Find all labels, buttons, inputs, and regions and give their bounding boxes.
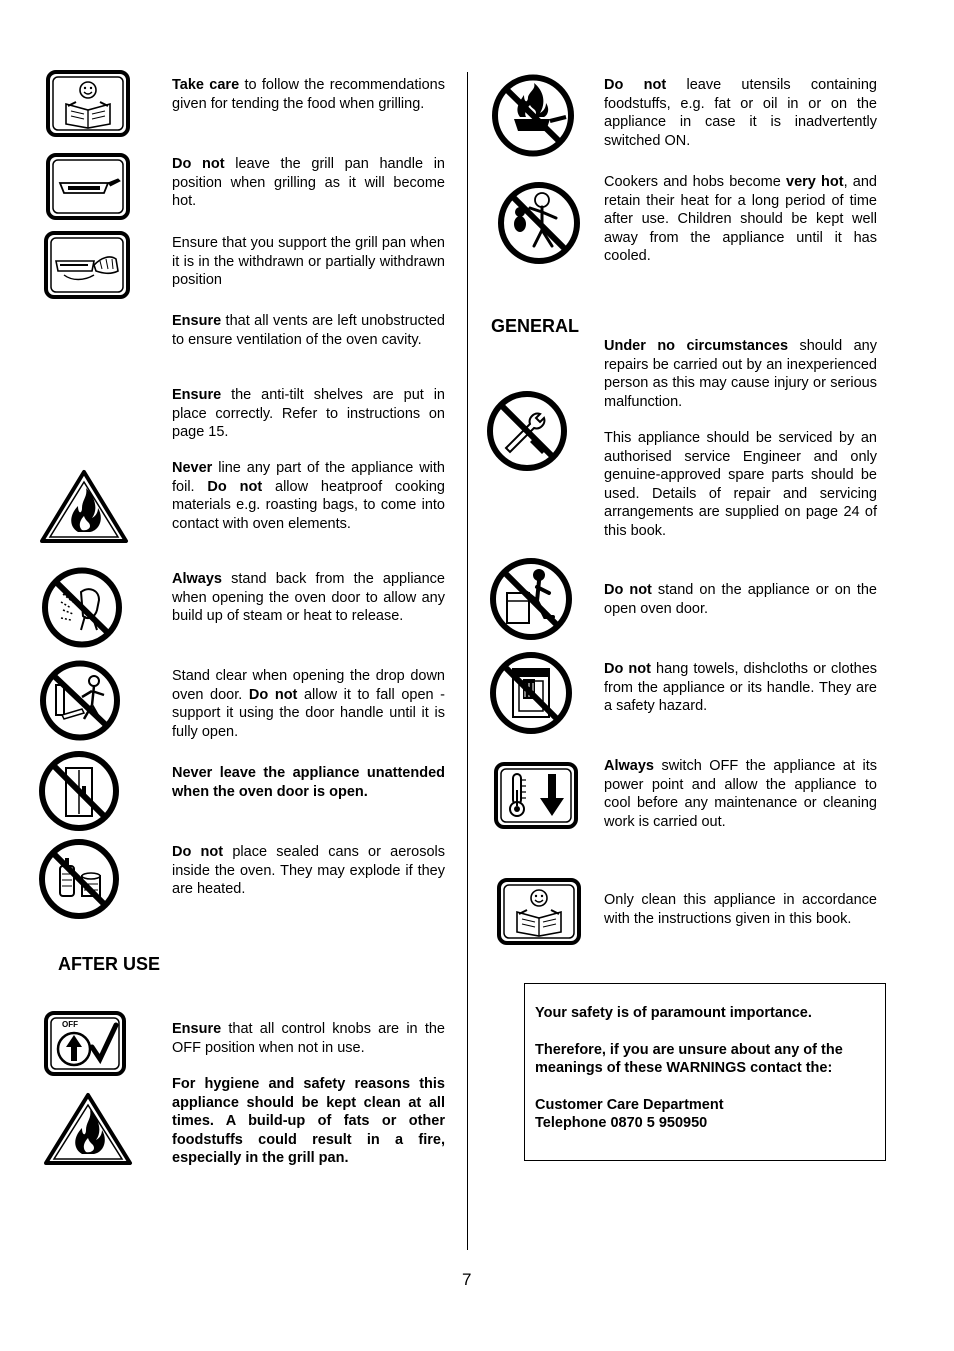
sealed-cans-text: Do not place sealed cans or aerosols inside the oven. They may explode if they are heated. [172, 844, 445, 897]
cool-down-thermometer-icon [494, 762, 578, 829]
servicing-text: This appliance should be serviced by an authorised service Engineer and only genuine-approved spare parts should be used. Details of repair and servicing arrangements are supplied on page 24 of this book. [604, 430, 877, 539]
grill-care-text: Take care to follow the recommendations given for tending the food when grilling. [172, 77, 446, 112]
column-divider [467, 72, 468, 1250]
vents-text: Ensure that all vents are left unobstructed to ensure ventilation of the oven cavity. [172, 313, 445, 348]
page-number: 7 [462, 1270, 472, 1289]
fire-warning-triangle-icon [38, 468, 130, 545]
towels-text: Do not hang towels, dishcloths or clothes from the appliance or its handle. They are a safety hazard. [604, 661, 878, 714]
off-knob-icon [44, 1011, 126, 1076]
door-open-text: Stand clear when opening the drop down oven door. Do not allow it to fall open - support it using the door handle until it is fully open. [172, 668, 446, 740]
no-repair-tools-icon [486, 390, 568, 472]
cleaning-instructions-text: Only clean this appliance in accordance with the instructions given in this book. [604, 892, 877, 927]
no-door-fall-icon [38, 659, 122, 742]
customer-care-department: Customer Care Department [535, 1096, 724, 1113]
grill-pan-support-icon [44, 231, 130, 299]
no-standing-text: Do not stand on the appliance or on the open oven door. [604, 582, 877, 617]
general-heading: GENERAL [491, 316, 580, 336]
steam-warning-text: Always stand back from the appliance when opening the oven door to allow any build up of steam or heat to release. [172, 571, 445, 624]
after-use-heading: AFTER USE [58, 954, 161, 974]
safety-line-1: Your safety is of paramount importance. [535, 1005, 812, 1021]
no-children-icon [496, 180, 582, 266]
off-knob-label: OFF [62, 1020, 78, 1029]
no-standing-icon [489, 557, 573, 641]
grill-pan-handle-icon [46, 153, 130, 220]
no-unattended-door-icon [38, 750, 120, 832]
safety-notice-box [524, 983, 886, 1161]
control-knobs-text: Ensure that all control knobs are in the OFF position when not in use. [172, 1021, 445, 1056]
no-face-to-steam-icon [41, 566, 123, 649]
read-instructions-icon [46, 70, 130, 137]
no-utensils-fire-icon [488, 73, 578, 158]
hygiene-text: For hygiene and safety reasons this appliance should be kept clean at all times. A build-up of fats or other foodstuffs could result in a fire, especially in the grill pan. [172, 1076, 445, 1166]
switch-off-text: Always switch OFF the appliance at its power point and allow the appliance to cool before any maintenance or cleaning work is carried out. [604, 758, 877, 830]
read-instructions-icon [497, 878, 581, 945]
utensils-text: Do not leave utensils containing foodstuffs, e.g. fat or oil in or on the appliance in case it is inadvertently switched ON. [604, 77, 877, 149]
fire-warning-triangle-icon [42, 1091, 134, 1167]
door-unattended-text: Never leave the appliance unattended when the oven door is open. [172, 765, 445, 800]
repairs-text: Under no circumstances should any repairs be carried out by an inexperienced person as this may cause injury or serious malfunction. [604, 338, 877, 410]
children-warning-text: Cookers and hobs become very hot, and retain their heat for a long period of time after use. Children should be kept well away from the appliance until it has cooled. [604, 174, 877, 264]
anti-tilt-shelves-text: Ensure the anti-tilt shelves are put in place correctly. Refer to instructions on page 15. [172, 387, 445, 440]
no-sealed-cans-icon [38, 838, 120, 920]
grill-pan-support-text: Ensure that you support the grill pan when it is in the withdrawn or partially withdrawn position [172, 235, 445, 288]
no-towels-icon [489, 651, 573, 735]
safety-line-2: Therefore, if you are unsure about any of the meanings of these WARNINGS contact the: [535, 1041, 843, 1076]
customer-care-telephone: Telephone 0870 5 950950 [535, 1115, 708, 1131]
grill-handle-text: Do not leave the grill pan handle in position when grilling as it will become hot. [172, 156, 445, 209]
foil-warning-text: Never line any part of the appliance with foil. Do not allow heatproof cooking materials e.g. roasting bags, to come into contact with oven elements. [172, 460, 445, 532]
